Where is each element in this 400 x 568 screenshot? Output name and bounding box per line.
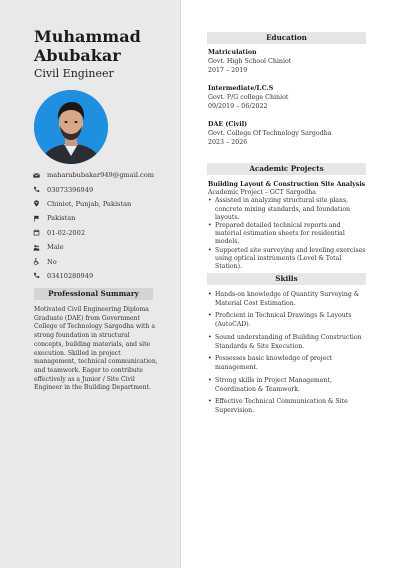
phone-icon bbox=[33, 186, 47, 193]
skills-heading: Skills bbox=[207, 273, 366, 285]
education-school: Govt. College Of Technology Sargodha bbox=[208, 129, 332, 137]
project-title: Building Layout & Construction Site Analysis bbox=[208, 181, 366, 188]
contact-nationality bbox=[33, 211, 173, 225]
academic-projects-heading: Academic Projects bbox=[207, 163, 366, 175]
contact-address-text: Chiniot, Punjab, Pakistan bbox=[47, 199, 132, 208]
contact-birthdate bbox=[33, 226, 173, 240]
contact-nationality-text: Pakistan bbox=[47, 214, 76, 223]
education-school: Govt. High School Chiniot bbox=[208, 57, 292, 65]
sidebar bbox=[0, 0, 180, 568]
email-icon bbox=[33, 172, 47, 179]
project-bullet: • Prepared detailed technical reports and material estimation sheets for residential models. bbox=[208, 222, 368, 247]
education-years: 09/2019 – 06/2022 bbox=[208, 102, 268, 110]
education-heading: Education bbox=[207, 32, 366, 44]
flag-icon bbox=[33, 215, 47, 222]
skill-item: • Strong skills in Project Management, Coordination & Teamwork. bbox=[208, 377, 368, 394]
calendar-icon bbox=[33, 229, 47, 236]
contact-list bbox=[33, 168, 173, 283]
candidate-title: Civil Engineer bbox=[34, 67, 114, 80]
location-pin-icon bbox=[33, 200, 47, 207]
phone-icon bbox=[33, 272, 47, 279]
education-item bbox=[208, 121, 368, 148]
education-years: 2023 – 2026 bbox=[208, 138, 248, 146]
contact-gender bbox=[33, 240, 173, 254]
skills-block bbox=[208, 291, 368, 420]
profile-photo bbox=[34, 90, 108, 164]
person-portrait-icon bbox=[34, 90, 108, 164]
contact-email[interactable] bbox=[33, 168, 173, 182]
project-bullets bbox=[208, 197, 368, 271]
contact-phone-text: 03073396949 bbox=[47, 185, 94, 194]
contact-email-text: maharabubakar949@gmail.com bbox=[47, 171, 154, 180]
skill-item: • Sound understanding of Building Construction Standards & Site Execution. bbox=[208, 334, 368, 351]
column-divider bbox=[180, 0, 181, 568]
education-school: Govt. P/G college Chiniot bbox=[208, 93, 289, 101]
contact-disability bbox=[33, 254, 173, 268]
education-item bbox=[208, 85, 368, 112]
project-bullet: • Supported site surveying and leveling exercises using optical instruments (Level & Total Station). bbox=[208, 247, 368, 272]
professional-summary-heading: Professional Summary bbox=[34, 288, 153, 300]
contact-phone[interactable] bbox=[33, 182, 173, 196]
education-years: 2017 – 2019 bbox=[208, 66, 248, 74]
project-block bbox=[208, 181, 368, 271]
professional-summary-text: Motivated Civil Engineering Diploma Graduate (DAE) from Government College of Technology Sargodha with a strong foundation in structural concepts, building materials, and site execution. Skilled in project management, technical communication, and teamwork. Eager to contribute effectively as a Junior / Site Civil Engineer in the Building Department. bbox=[34, 306, 158, 392]
skill-item: • Effective Technical Communication & Site Supervision. bbox=[208, 398, 368, 415]
skill-item: • Hands-on knowledge of Quantity Surveying & Material Cost Estimation. bbox=[208, 291, 368, 308]
education-degree: Matriculation bbox=[208, 49, 257, 56]
contact-birthdate-text: 01-02-2002 bbox=[47, 228, 86, 237]
contact-address bbox=[33, 197, 173, 211]
wheelchair-icon bbox=[33, 258, 47, 265]
skill-item: • Possesses basic knowledge of project management. bbox=[208, 355, 368, 372]
education-degree: Intermediate/I.C.S bbox=[208, 85, 274, 92]
contact-phone-alt-text: 03410280949 bbox=[47, 271, 94, 280]
contact-gender-text: Male bbox=[47, 243, 64, 252]
project-bullet: • Assisted in analyzing structural site plans, concrete mixing standards, and foundation layouts. bbox=[208, 197, 368, 222]
skill-item: • Proficient in Technical Drawings & Layouts (AutoCAD). bbox=[208, 312, 368, 329]
candidate-name: Muhammad Abubakar bbox=[34, 27, 141, 65]
education-degree: DAE (Civil) bbox=[208, 121, 248, 128]
gender-icon bbox=[33, 244, 47, 251]
project-subtitle: Academic Project – GCT Sargodha bbox=[208, 189, 316, 197]
education-item bbox=[208, 49, 368, 76]
contact-disability-text: No bbox=[47, 257, 57, 266]
skills-list bbox=[208, 291, 368, 416]
contact-phone-alt[interactable] bbox=[33, 269, 173, 283]
